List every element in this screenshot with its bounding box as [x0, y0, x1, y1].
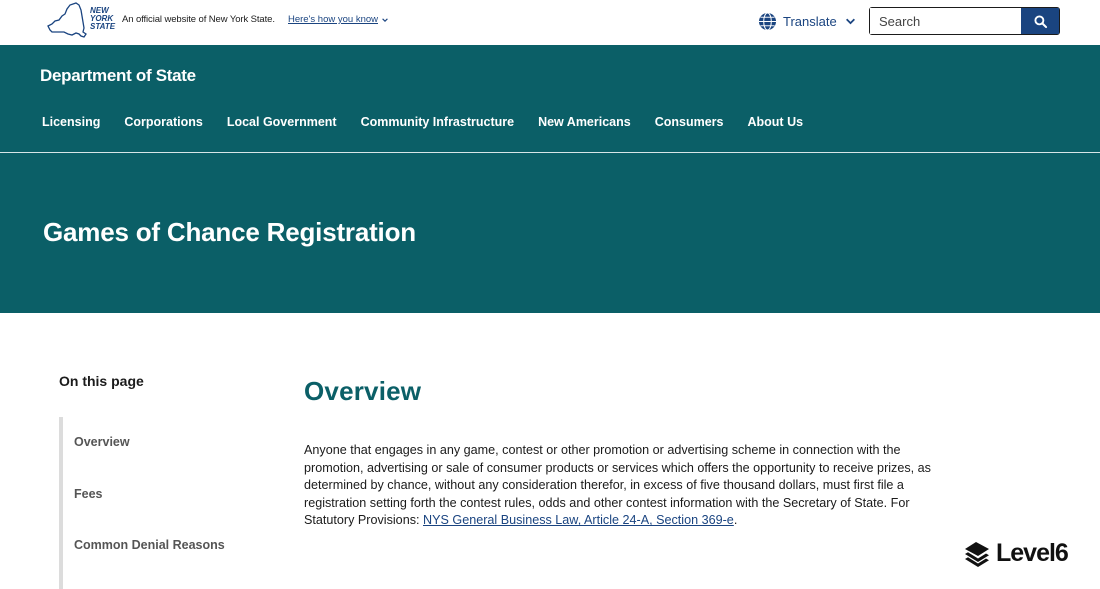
- translate-button[interactable]: [758, 11, 856, 31]
- nav-item-local-government[interactable]: Local Government: [226, 115, 337, 129]
- agency-name[interactable]: Department of State: [40, 66, 196, 85]
- nys-logo-icon[interactable]: [46, 2, 116, 40]
- level6-logo-icon: [962, 538, 992, 568]
- nav-item-about-us[interactable]: About Us: [747, 115, 804, 129]
- search-icon: [1034, 15, 1047, 28]
- side-nav-item-overview[interactable]: Overview: [74, 435, 130, 449]
- statutory-provisions-link[interactable]: NYS General Business Law, Article 24-A, Section 369-e: [423, 513, 734, 528]
- level6-watermark: [962, 538, 1068, 568]
- chevron-down-icon: [845, 16, 856, 27]
- heres-how-you-know-label: Here's how you know: [288, 14, 378, 25]
- overview-paragraph-end: .: [733, 513, 738, 528]
- logo-line-1: NEW: [90, 6, 109, 15]
- logo-line-3: STATE: [90, 22, 116, 31]
- side-nav-rail: [59, 417, 63, 589]
- heres-how-you-know-link[interactable]: [288, 14, 389, 25]
- nav-item-new-americans[interactable]: New Americans: [538, 115, 631, 129]
- nav-item-corporations[interactable]: Corporations: [124, 115, 203, 129]
- search-button[interactable]: [1021, 8, 1059, 34]
- search-input[interactable]: [870, 8, 1021, 34]
- globe-icon: [758, 12, 777, 31]
- page-title: Games of Chance Registration: [43, 217, 416, 247]
- page-hero: [0, 153, 1100, 313]
- on-this-page-heading: On this page: [59, 373, 144, 389]
- chevron-down-icon: [381, 16, 389, 24]
- translate-label: Translate: [783, 13, 837, 29]
- universal-header: [0, 0, 1100, 45]
- level6-wordmark: Level6: [996, 538, 1068, 567]
- nav-item-consumers[interactable]: Consumers: [654, 115, 724, 129]
- official-site-text: An official website of New York State.: [122, 14, 275, 25]
- search-form: [869, 7, 1060, 35]
- logo-line-2: YORK: [90, 14, 114, 23]
- main-nav: [30, 115, 815, 129]
- nav-item-licensing[interactable]: Licensing: [42, 115, 101, 129]
- overview-heading: Overview: [304, 376, 422, 406]
- agency-header: [0, 45, 1100, 153]
- overview-paragraph: [304, 442, 944, 530]
- side-nav-item-common-denial-reasons[interactable]: Common Denial Reasons: [74, 538, 225, 552]
- overview-text: Anyone that engages in any game, contest or other promotion or advertising scheme in connection with the promotion, advertising or sale of consumer products or services which offers the opportunity to receive prizes, as determined by chance, without any consideration therefor, in excess of five thousand dollars, must first file a registration setting forth the contest rules, odds and other contest information with the Secretary of State. For Statutory Provisions:: [304, 443, 931, 528]
- side-nav-item-fees[interactable]: Fees: [74, 487, 103, 501]
- nav-item-community-infrastructure[interactable]: Community Infrastructure: [360, 115, 515, 129]
